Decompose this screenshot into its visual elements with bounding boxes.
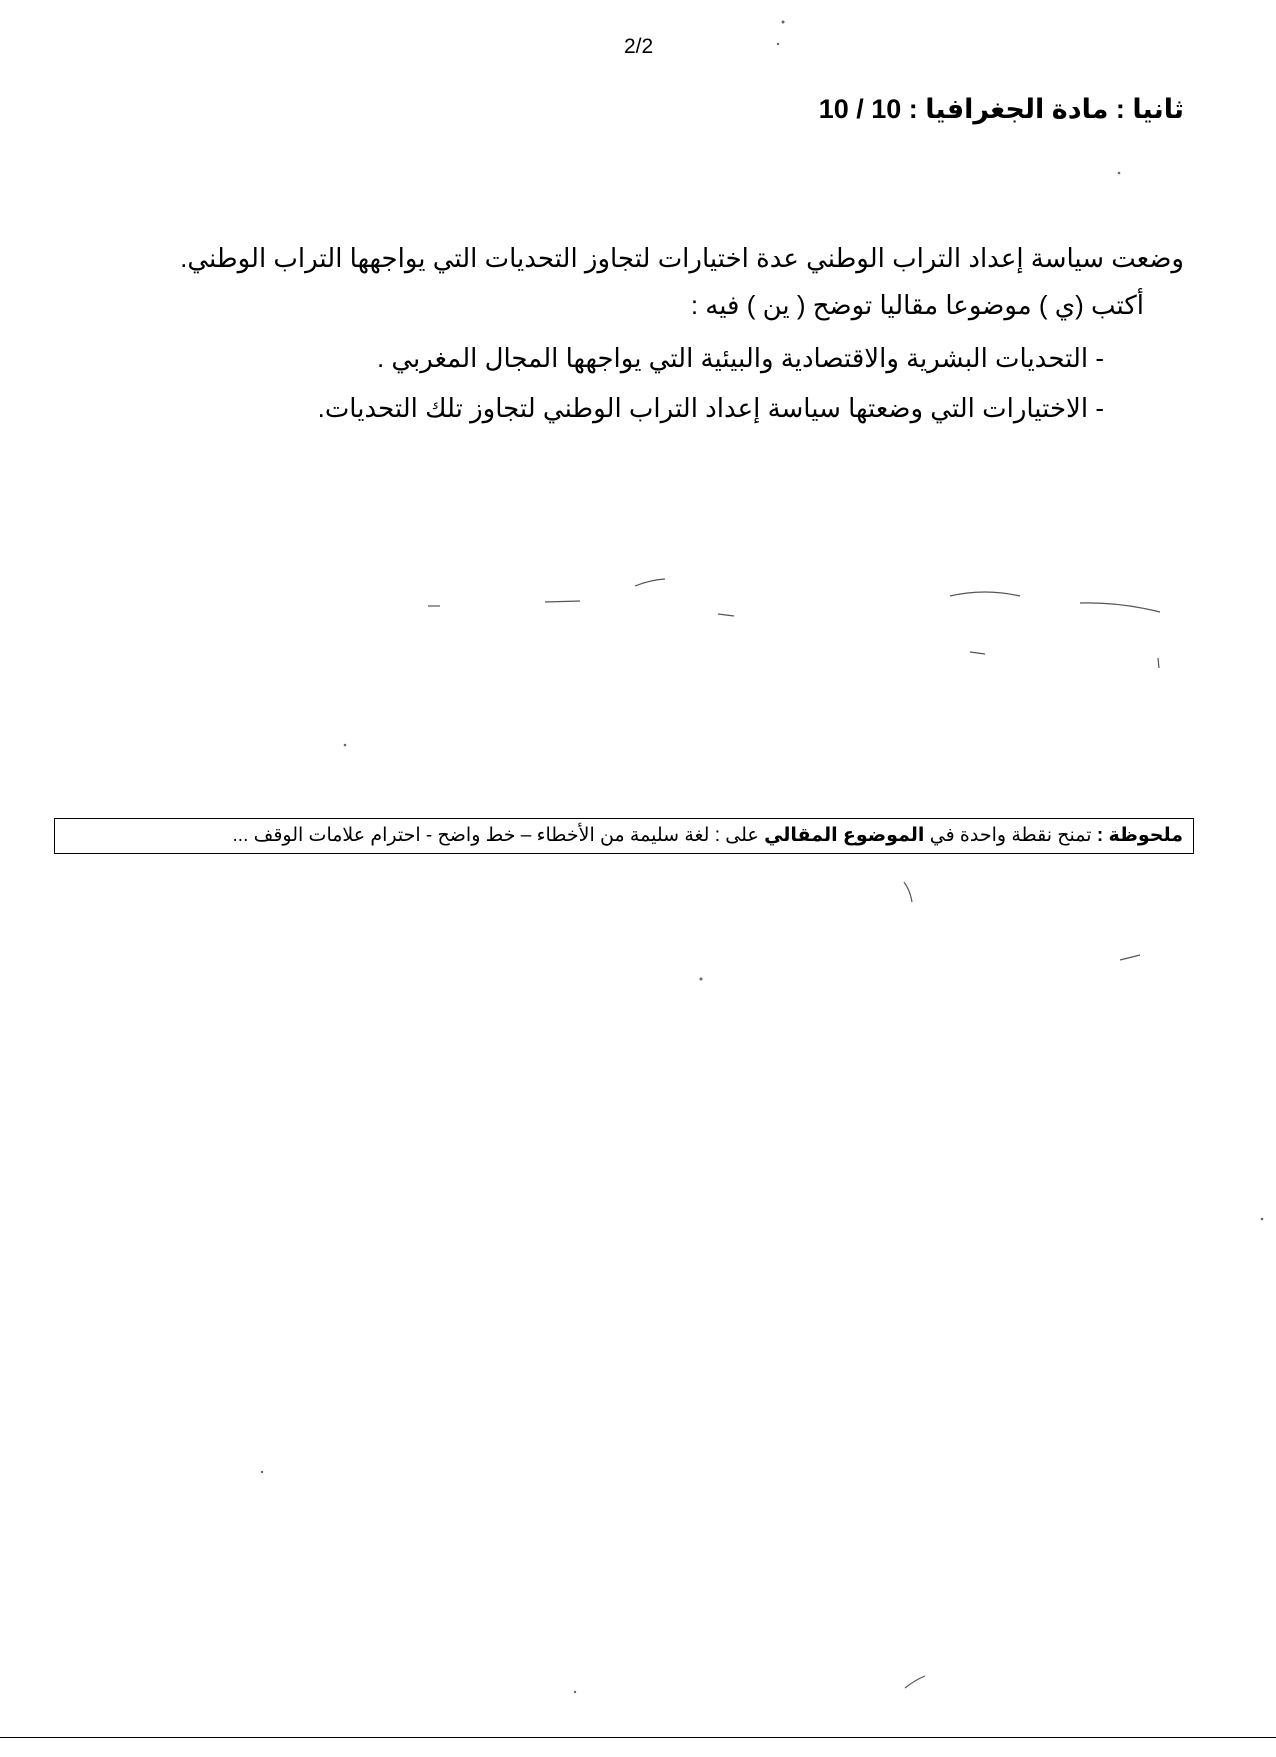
task-item: - التحديات البشرية والاقتصادية والبيئية التي يواجهها المجال المغربي .: [376, 343, 1104, 373]
bottom-rule: [0, 1737, 1276, 1738]
note-box: [54, 818, 1194, 854]
prompt-instruction: أكتب (ي ) موضوعا مقاليا توضح ( ين ) فيه :: [690, 290, 1144, 320]
section-score: 10 / 10: [818, 94, 902, 124]
note-text-part2: على : لغة سليمة من الأخطاء – خط واضح - احترام علامات الوقف ...: [232, 825, 759, 846]
page-number: 2/2: [624, 35, 654, 58]
note-text-part1: تمنح نقطة واحدة في: [929, 825, 1092, 846]
note-emphasis: الموضوع المقالي: [764, 825, 925, 846]
section-title: [819, 94, 1184, 125]
prompt-intro: وضعت سياسة إعداد التراب الوطني عدة اختيارات لتجاوز التحديات التي يواجهها التراب الوطني.: [180, 243, 1184, 273]
task-item: - الاختيارات التي وضعتها سياسة إعداد التراب الوطني لتجاوز تلك التحديات.: [317, 393, 1104, 423]
section-title-text: ثانيا : مادة الجغرافيا :: [908, 94, 1184, 124]
note-label: ملحوظة :: [1096, 825, 1183, 846]
